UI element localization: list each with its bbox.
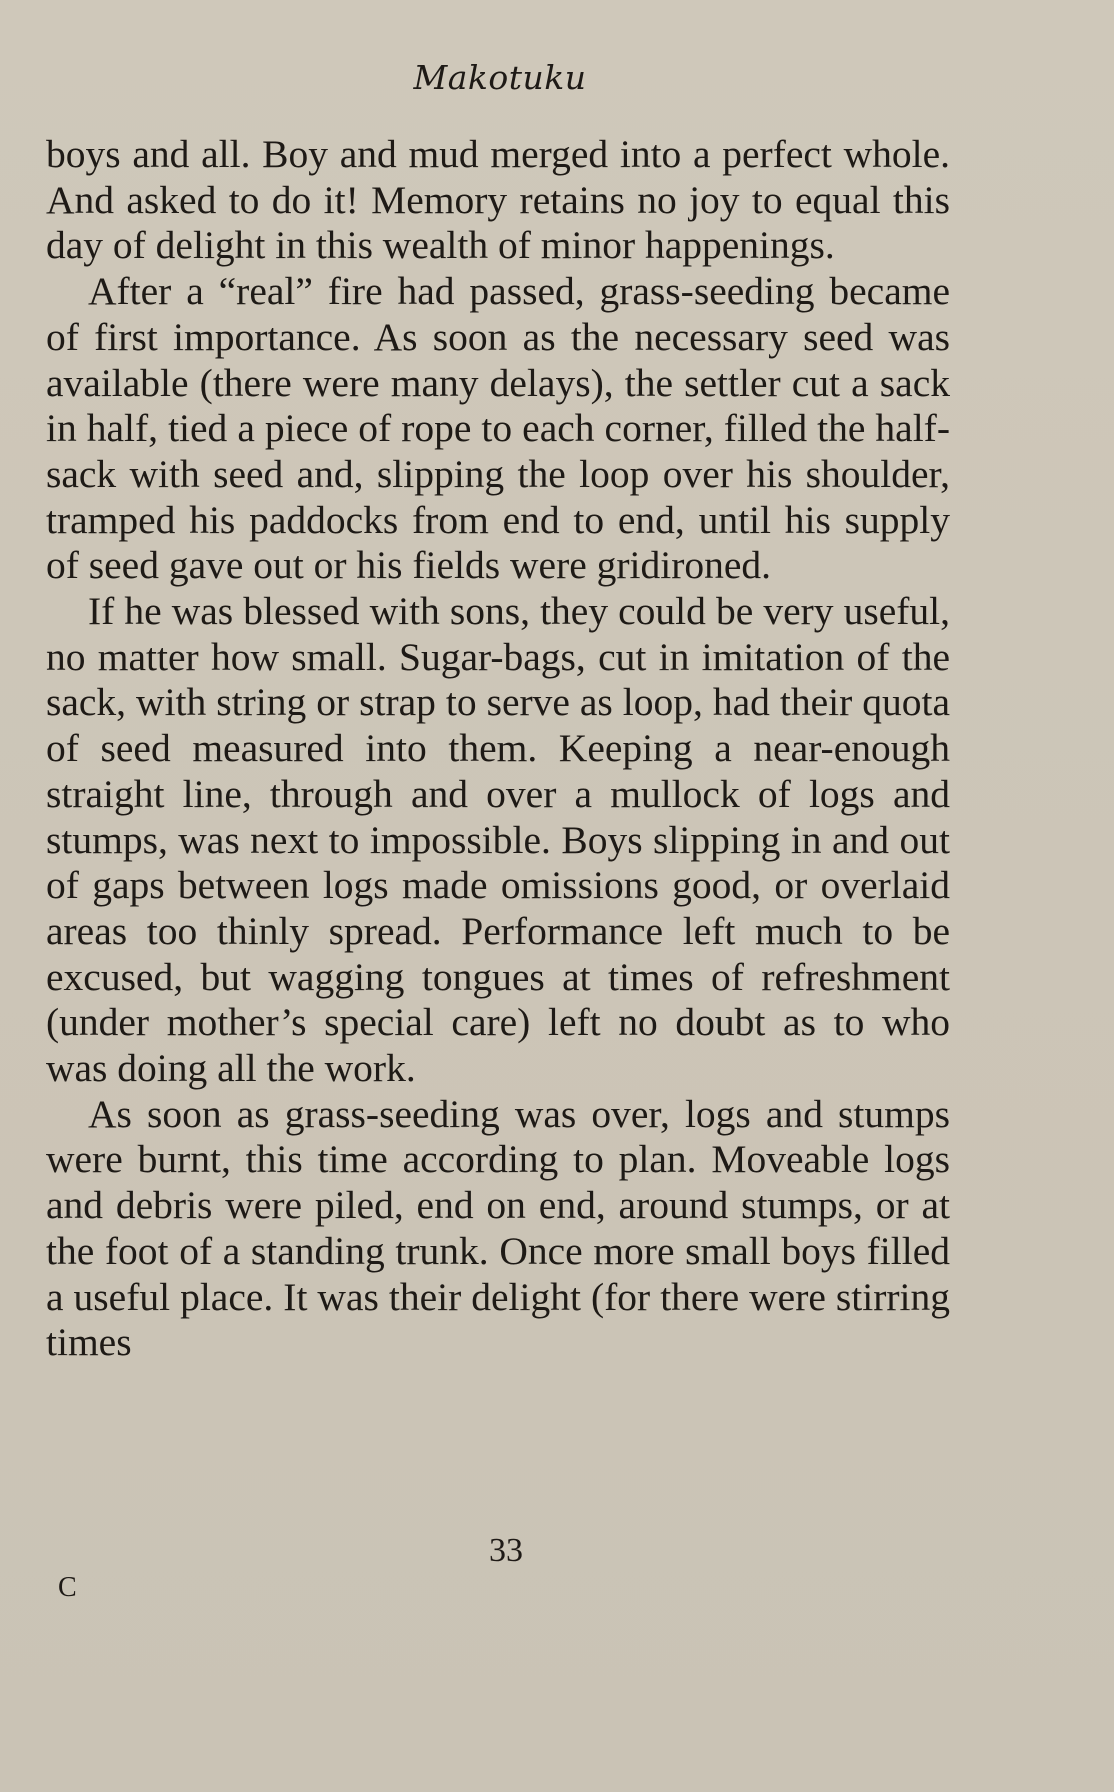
paragraph-grass-seeding: After a “real” fire had passed, grass-seeding became of first importance. As soon as the necessary seed was available (there were many delays), the settler cut a sack in half, tied a piece of rope to each corner, filled the half-sack with seed and, slipping the loop over his shoulder, tramped his paddocks from end to end, until his supply of seed gave out or his fields were gridironed.: [46, 269, 950, 588]
signature-mark: C: [58, 1572, 77, 1603]
page-number: 33: [489, 1532, 523, 1569]
body-text: [46, 132, 950, 1366]
running-head-title: Makotuku: [413, 58, 587, 97]
paragraph-sons-useful: If he was blessed with sons, they could be very useful, no matter how small. Sugar-bags, cut in imitation of the sack, with string or strap to serve as loop, had their quota of seed measured into them. Keeping a near-enough straight line, through and over a mullock of logs and stumps, was next to impossible. Boys slipping in and out of gaps between logs made omissions good, or overlaid areas too thinly spread. Performance left much to be excused, but wagging tongues at times of refreshment (under mother’s special care) left no doubt as to who was doing all the work.: [46, 589, 950, 1091]
paragraph-continued: boys and all. Boy and mud merged into a perfect whole. And asked to do it! Memory retains no joy to equal this day of delight in this wealth of minor happenings.: [46, 132, 950, 268]
paragraph-burning-logs: As soon as grass-seeding was over, logs and stumps were burnt, this time according to plan. Moveable logs and debris were piled, end on end, around stumps, or at the foot of a standing trunk. Once more small boys filled a useful place. It was their delight (for there were stirring times: [46, 1091, 950, 1365]
